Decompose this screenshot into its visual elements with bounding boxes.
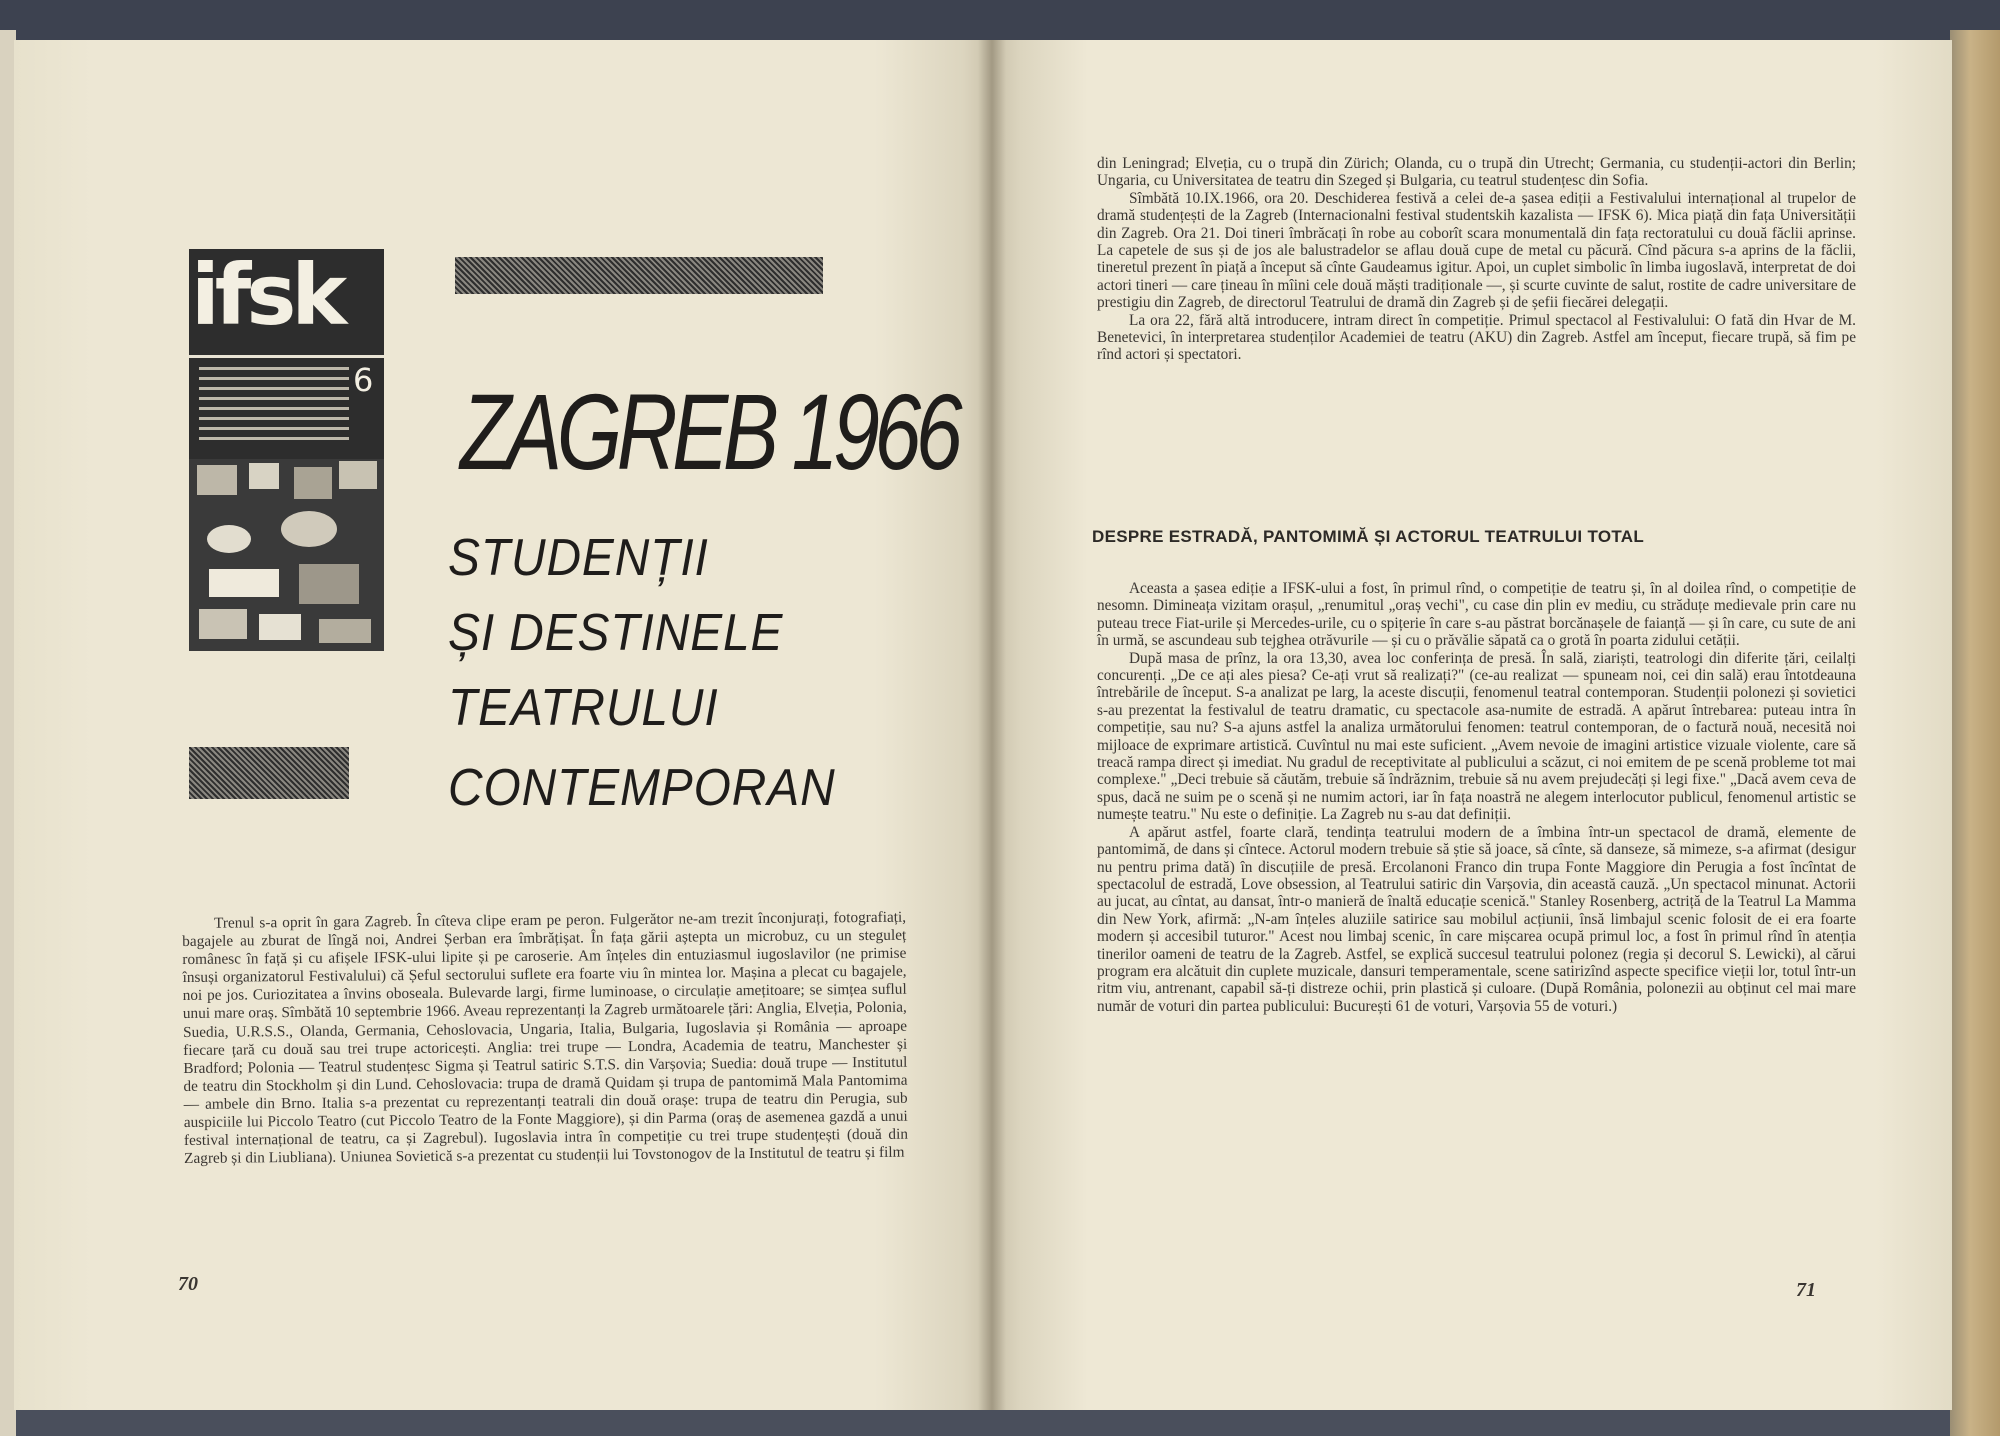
right-paragraph-1: din Leningrad; Elveția, cu o trupă din Zürich; Olanda, cu o trupă din Utrecht; Germania, cu studenții-actori din Berlin; Ungaria, cu Universitatea de teatru din Szeged și Bulgaria, cu teatrul studențesc din Sofia. (1097, 155, 1856, 190)
right-page-body-bottom (1097, 580, 1856, 1015)
right-paragraph-5: După masa de prînz, la ora 13,30, avea loc conferința de presă. În sală, ziariști, teatrologi din diferite țări, ceilalți concurenți. „De ce ați ales piesa? Ce-ați vrut să realizați?" (ce-au realizat — spuneam noi, cei din sală) erau întotdeauna întrebările de început. S-a analizat pe larg, la aceste discuții, fenomenul teatral contemporan. Studenții polonezi și sovietici s-au prezentat la festivalul de teatru dramatic, cu spectacole asa-numite de estradă. A apărut întrebarea: puteau intra în competiție, sau nu? S-a ajuns astfel la analiza următorului fenomen: teatrul contemporan, de o factură nouă, necesită noi mijloace de exprimare artistică. Cuvîntul nu mai este suficient. „Avem nevoie de imagini artistice vizuale violente, care să treacă rampa direct și imediat. Nu gradul de receptivitate al publicului a scăzut, ci noi emitem de pe scenă probleme tot mai complexe." „Deci trebuie să căutăm, trebuie să îndrăznim, trebuie să nu avem prejudecăți și legi fixe." „Dacă avem ceva de spus, dacă ne suim pe o scenă și ne numim actori, iar în fața noastră ne alegem interlocutor publicul, fenomenul artistic se numește teatru." Nu este o definiție. La Zagreb nu s-au dat definiții. (1097, 649, 1856, 824)
magazine-title: ifsk (191, 249, 343, 344)
right-paragraph-3: La ora 22, fără altă introducere, intram direct în competiție. Primul spectacol al Festivalului: O fată din Hvar de M. Benetevici, în interpretarea studenților Academiei de teatru (AKU) din Zagreb. Astfel am început, fiecare trupă, să fim pe rînd actori și spectatori. (1097, 311, 1856, 364)
magazine-issue-number: 6 (353, 361, 374, 399)
right-paragraph-6: A apărut astfel, foarte clară, tendința teatrului modern de a îmbina într-un spectacol de dramă, elemente de pantomimă, de dans și cîntece. Actorul modern trebuie să știe să joace, să cînte, să danseze, să mimeze, s-a afirmat (desigur nu pentru prima dată) în discuțiile de presă. Ercolanoni Franco din trupa Fonte Maggiore din Perugia a fost încîntat de spectacolul de estradă, Love obsession, al Teatrului satiric din Varșovia, din această cauză. „Un spectacol minunat. Actorii au jucat, au cîntat, au dansat, într-o manieră de înaltă educație scenică." Stanley Rosenberg, actriță de la Teatrul La Mamma din New York, afirmă: „N-am înțeles aluziile satirice sau mobilul acțiunii, însă limbajul scenic folosit de ei era foarte modern și accesibil tuturor." Acest nou limbaj scenic, în care mișcarea ocupă primul loc, a fost în primul rînd în atenția tinerilor oameni de teatru de la Zagreb. Astfel, se explică succesul teatrului polonez (regia și decorul S. Lewicki), al cărui program era alcătuit din cuplete muzicale, dansuri temperamentale, scene satirizînd aspecte specifice vieții lor, totul într-un ritm viu, antrenant, capabil să-ți distreze ochii, prin plastică și culoare. (După România, polonezii au obținut cel mai mare număr de voturi din partea publicului: București 61 de voturi, Varșovia 55 de voturi.) (1097, 823, 1856, 1015)
magazine-cover-photo (189, 459, 384, 651)
book-edge-right (1950, 30, 2000, 1436)
magazine-rule (189, 355, 384, 358)
article-subtitle-line-4: CONTEMPORAN (448, 759, 836, 817)
article-subtitle-line-3: TEATRULUI (448, 679, 719, 737)
magazine-cover-image (189, 249, 384, 651)
page-number-left: 70 (178, 1273, 198, 1295)
article-subtitle-line-2: ȘI DESTINELE (448, 604, 784, 662)
book-gutter (978, 40, 1006, 1410)
magazine-text-lines (199, 367, 349, 447)
section-heading: DESPRE ESTRADĂ, PANTOMIMĂ ȘI ACTORUL TEATRULUI TOTAL (1092, 527, 1645, 546)
left-page-body-text (182, 909, 908, 1169)
decorative-hatched-bar-left (189, 747, 349, 799)
right-paragraph-4: Aceasta a șasea ediție a IFSK-ului a fost, în primul rînd, o competiție de teatru și, în al doilea rînd, o competiție de nesomn. Dimineața vizitam orașul, „renumitul „oraș vechi", cu case din plin ev mediu, cu străduțe medievale prin care nu puteau trece Fiat-urile și Mercedes-urile, cu o spițerie în care s-au păstrat borcănașele de faianță — și în care, cu sute de ani în urmă, se ascundeau sub tejghea otrăvurile — și cu o prăvălie săpată ca o grotă în poarta zidului cetății. (1097, 580, 1856, 650)
page-number-right: 71 (1796, 1279, 1816, 1301)
article-subtitle-line-1: STUDENȚII (448, 529, 709, 587)
article-title: ZAGREB 1966 (460, 371, 958, 492)
left-body-paragraph: Trenul s-a oprit în gara Zagreb. În cîteva clipe eram pe peron. Fulgerător ne-am trezit înconjurați, fotografiați, bagajele au zburat de lîngă noi, Andrei Șerban era îmbrățișat. În fața gării aștepta un microbuz, cu un steguleț românesc în față și cu afișele IFSK-ului lipite și pe caroserie. Am înțeles din entuziasmul iugoslavilor (ne primise însuși organizatorul Festivalului) că Șeful sectorului suflete era foarte viu în mintea lor. Mașina a plecat cu bagajele, noi pe jos. Curiozitatea a învins oboseala. Bulevarde largi, firme luminoase, o circulație amețitoare; se simțea suflul unui mare oraș. Sîmbătă 10 septembrie 1966. Aveau reprezentanți la Zagreb următoarele țări: Anglia, Elveția, Polonia, Suedia, U.R.S.S., Olanda, Germania, Cehoslovacia, Ungaria, Italia, Bulgaria, Iugoslavia și România — aproape fiecare țară cu două sau trei trupe actoricești. Anglia: trei trupe — Londra, Academia de teatru, Manchester și Bradford; Polonia — Teatrul studențesc Sigma și Teatrul satiric S.T.S. din Varșovia; Suedia: două trupe — Institutul de teatru din Stockholm și din Lund. Cehoslovacia: trupa de dramă Quidam și trupa de pantomimă Mala Pantomima — ambele din Brno. Italia s-a prezentat cu reprezentanți teatrali din două orașe: trupa de teatru din Perugia, sub auspiciile lui Piccolo Teatro (cut Piccolo Teatro de la Fonte Maggiore), și din Parma (oraș de asemenea gazdă a unui festival internațional de teatru, ca și Zagrebul). Iugoslavia intra în competiție cu trei trupe studențești (două din Zagreb și din Liubliana). Uniunea Sovietică s-a prezentat cu studenții lui Tovstonogov de la Institutul de teatru și film (182, 908, 909, 1168)
right-paragraph-2: Sîmbătă 10.IX.1966, ora 20. Deschiderea festivă a celei de-a șasea ediții a Festivalului internațional al trupelor de dramă studențești de la Zagreb (Internacionalni festival studentskih kazalista — IFSK 6). Mica piață din fața Universității din Zagreb. Ora 21. Doi tineri îmbrăcați în robe au coborît scara monumentală din fața rectoratului cu două făclii aprinse. La capetele de sus și de jos ale balustradelor se aflau două cupe de metal cu păcură. Cînd păcura s-a aprins de la făclii, tineretul prezent în piață a început să cînte Gaudeamus igitur. Apoi, un cuplet simbolic în limba iugoslavă, interpretat de doi actori tineri — care țineau în mîini cele două măști tradiționale —, și scurte cuvinte de salut, rostite de cadre universitare de prestigiu din Zagreb, de directorul Teatrului de dramă din Zagreb și de șefii fiecărei delegații. (1097, 189, 1856, 312)
right-page-body-top (1097, 155, 1856, 364)
decorative-hatched-bar-top (455, 257, 823, 294)
book-cover-top (0, 0, 2000, 40)
